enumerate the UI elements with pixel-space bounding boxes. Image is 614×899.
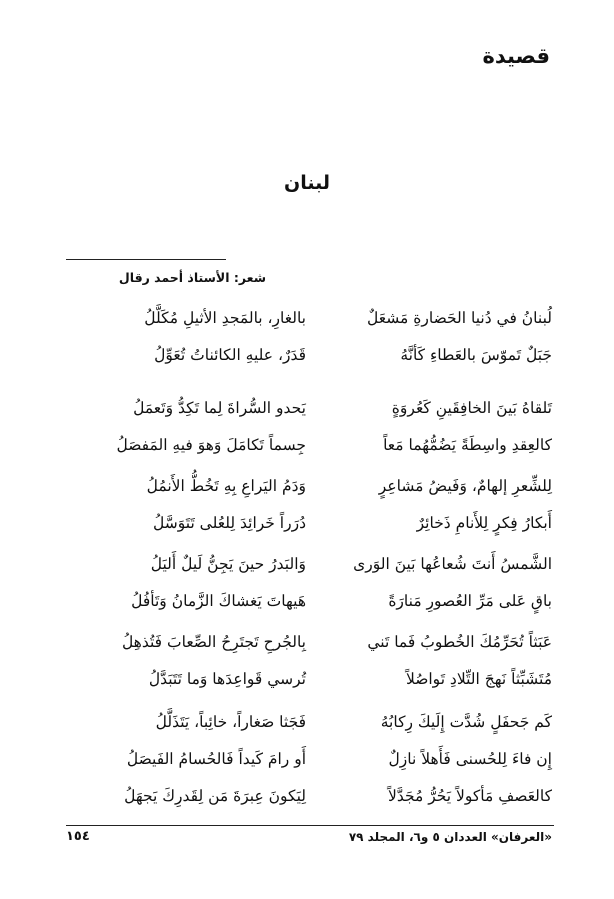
verse-second-hemistich: لِيَكونَ عِبرَةَ مَن لِقَدرِكَ يَجهَلُ <box>124 787 306 805</box>
verse-second-hemistich: يَحدو السُّراةَ لِما تَكِدُّ وَتَعمَلُ <box>133 399 306 417</box>
verse-second-hemistich: بِالجُرحِ تَجتَرِحُ الصِّعابَ فَتُذهِلُ <box>121 633 306 651</box>
poem-author: شعر: الأستاذ أحمد رقال <box>118 270 266 285</box>
verse-second-hemistich: هَيهاتَ يَغشاكَ الزَّمانُ وَتَأفُلُ <box>131 592 306 610</box>
verse-second-hemistich: جِسماً تَكامَلَ وَهوَ فيهِ المَفصَلُ <box>116 436 306 454</box>
verse-second-hemistich: دُرَراً خَرائِدَ لِلعُلى تَتَوَسَّلُ <box>153 514 306 532</box>
section-title: قصيدة <box>482 44 550 68</box>
verse-first-hemistich: كالعَصفِ مَأكولاً يَحُرُّ مُجَدَّلاً <box>388 787 552 805</box>
verse-second-hemistich: أَو رامَ كَيداً فَالحُسامُ الفَيصَلُ <box>126 750 306 768</box>
journal-reference: «العرفان» العددان ٥ و٦، المجلد ٧٩ <box>348 830 552 844</box>
verse-first-hemistich: تَلقاهُ بَينَ الخافِقَينِ كَعُروَةٍ <box>391 399 552 417</box>
verse-second-hemistich: قَدَرٌ، عليهِ الكائناتُ تُعَوِّلُ <box>154 346 306 364</box>
verse-first-hemistich: إِن فاءَ لِلحُسنى فَأَهلاً نازِلٌ <box>388 750 552 768</box>
verse-first-hemistich: لِلشِّعرِ إلهامٌ، وَفَيضُ مَشاعِرٍ <box>378 477 552 495</box>
verse-first-hemistich: الشَّمسُ أَنتَ شُعاعُها بَينَ الوَرى <box>353 555 552 573</box>
verse-first-hemistich: مُتَشَبِّثاً نَهجَ التِّلادِ تَواصُلاً <box>405 670 552 688</box>
verse-first-hemistich: لُبنانُ في دُنيا الحَضارةِ مَشعَلٌ <box>367 309 552 327</box>
page-number: ١٥٤ <box>66 829 90 844</box>
verse-first-hemistich: أَبكارُ فِكرٍ لِلأَنامِ ذَخائِرٌ <box>416 514 552 532</box>
verse-second-hemistich: تُرسي قَواعِدَها وَما تَتَبَدَّلُ <box>148 670 306 688</box>
verse-second-hemistich: فَجَثا صَغاراً، خائِباً، يَتَذَلَّلُ <box>155 713 306 731</box>
verse-second-hemistich: وَالبَدرُ حينَ يَجِنُّ لَيلٌ أَليَلُ <box>150 555 306 573</box>
verse-first-hemistich: جَبَلٌ تَموّسَ بالعَطاءِ كَأنَّهُ <box>400 346 552 364</box>
verse-first-hemistich: كَم جَحفَلٍ شُدَّت إِلَيكَ رِكابُهُ <box>380 713 552 731</box>
verse-first-hemistich: باقٍ عَلى مَرِّ العُصورِ مَنارَةً <box>388 592 552 610</box>
verse-first-hemistich: عَبَثاً تُحَرِّمُكَ الخُطوبُ فَما تَني <box>367 633 552 651</box>
verse-second-hemistich: بالغارِ، بالمَجدِ الأثيلِ مُكَلَّلُ <box>144 309 306 327</box>
verse-first-hemistich: كالعِقدِ واسِطَةً يَضُمُّهُما مَعاً <box>383 436 552 454</box>
verse-second-hemistich: وَدَمُ اليَراعِ بِهِ تَخُطُّ الأَنمُلُ <box>146 477 306 495</box>
author-rule <box>66 259 226 260</box>
footer-rule <box>66 825 554 826</box>
poem-title: لبنان <box>284 172 330 194</box>
